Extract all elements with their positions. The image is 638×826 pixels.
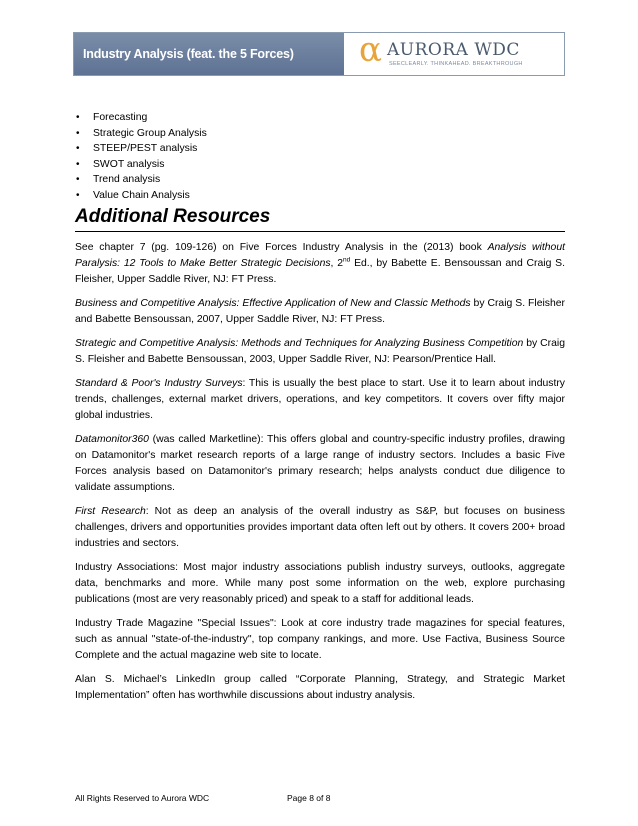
header-title: Industry Analysis (feat. the 5 Forces) xyxy=(74,33,344,75)
book-title: Analysis without Paralysis: 12 Tools to Make Better Strategic Decisions xyxy=(75,242,565,269)
book-title: Strategic and Competitive Analysis: Methods and Techniques for Analyzing Business Competition xyxy=(75,338,524,349)
source-title: First Research xyxy=(75,506,146,517)
text-run: : This is usually the best place to start. Use it to learn about industry trends, challenges, external market drivers, operations, and key competitors. It covers over fifty major global industries. xyxy=(75,378,565,421)
footer-page-number: Page 8 of 8 xyxy=(287,793,331,803)
logo-tagline: SEECLEARLY. THINKAHEAD. BREAKTHROUGH xyxy=(389,61,523,67)
resources-body xyxy=(75,240,565,712)
footer-rights: All Rights Reserved to Aurora WDC xyxy=(75,793,210,803)
superscript: nd xyxy=(343,256,351,264)
resource-paragraph xyxy=(75,432,565,496)
text-run: , 2 xyxy=(330,258,344,269)
source-title: Standard & Poor's Industry Surveys xyxy=(75,378,243,389)
text-run: by Craig S. Fleisher and Babette Bensoussan, 2007, Upper Saddle River, NJ: FT Press. xyxy=(75,298,565,325)
text-run: : Not as deep an analysis of the overall industry as S&P, but focuses on business challenges, drivers and opportunities provides important data often left out by others. It covers 200+ broad industries and sectors. xyxy=(75,506,566,549)
list-item: • SWOT analysis xyxy=(75,157,207,173)
alpha-logo-icon: α xyxy=(359,30,382,70)
resource-paragraph: Alan S. Michael’s LinkedIn group called “Corporate Planning, Strategy, and Strategic Market Implementation” often has worthwhile discussions about industry analysis. xyxy=(75,674,565,701)
text-run: (was called Marketline): This offers global and country-specific industry profiles, drawing on Datamonitor's market research reports of a large range of industry sectors. Includes a basic Five Forces analysis based on Datamonitor's primary research; helps analysts conduct due diligence to validate assumptions. xyxy=(75,434,565,493)
section-heading: Additional Resources xyxy=(75,204,565,232)
analysis-bullet-list xyxy=(75,110,207,203)
list-item: • Value Chain Analysis xyxy=(75,188,207,204)
resource-paragraph: Industry Associations: Most major industry associations publish industry surveys, outlooks, aggregate data, benchmarks and more. While many post some information on the web, explore purchasing publications (most are very reasonably priced) and speak to a staff for additional leads. xyxy=(75,562,565,605)
text-run: Ed., by Babette E. Bensoussan and Craig S. Fleisher, Upper Saddle River, NJ: FT Press. xyxy=(75,258,565,285)
aurora-logo xyxy=(359,30,559,70)
logo-name: AURORA WDC xyxy=(387,40,520,60)
text-run: See chapter 7 (pg. 109-126) on Five Forces Industry Analysis in the (2013) book xyxy=(75,242,488,253)
list-item: • STEEP/PEST analysis xyxy=(75,141,207,157)
text-run: by Craig S. Fleisher and Babette Bensoussan, 2003, Upper Saddle River, NJ: Pearson/Prentice Hall. xyxy=(75,338,565,365)
resource-paragraph xyxy=(75,336,565,368)
book-title: Business and Competitive Analysis: Effective Application of New and Classic Methods xyxy=(75,298,471,309)
list-item: • Strategic Group Analysis xyxy=(75,126,207,142)
resource-paragraph: Industry Trade Magazine "Special Issues": Look at core industry trade magazines for special features, such as annual "state-of-the-industry", top company rankings, and more. Use Factiva, Business Source Complete and the actual magazine web site to locate. xyxy=(75,618,565,661)
list-item: • Forecasting xyxy=(75,110,207,126)
resource-paragraph xyxy=(75,504,565,552)
source-title: Datamonitor360 xyxy=(75,434,149,445)
page-header xyxy=(73,32,565,76)
resource-paragraph xyxy=(75,296,565,328)
list-item: • Trend analysis xyxy=(75,172,207,188)
resource-paragraph xyxy=(75,376,565,424)
resource-paragraph xyxy=(75,240,565,288)
